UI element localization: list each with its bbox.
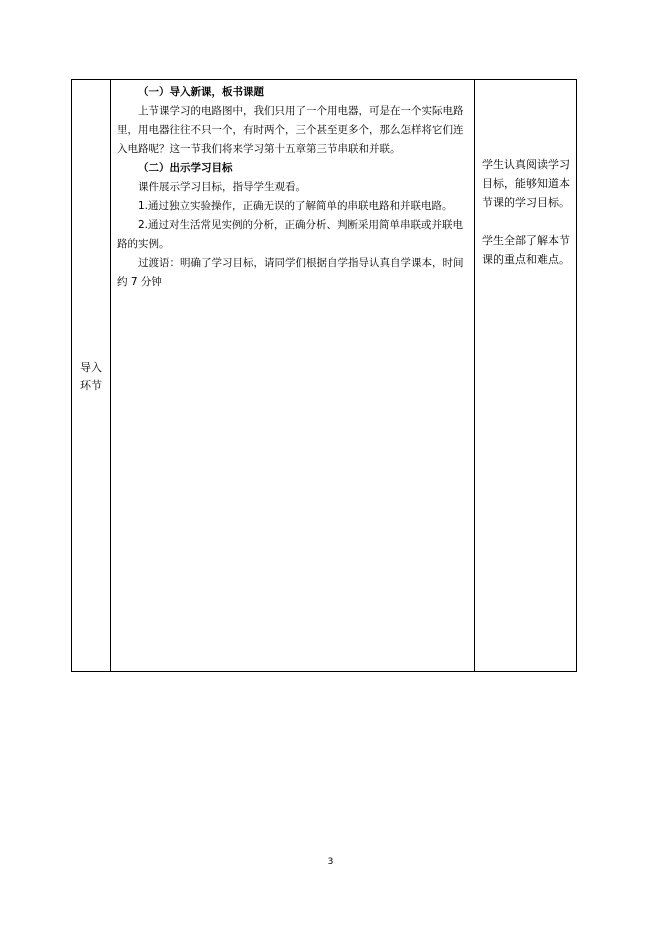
section-label-line: 环节: [80, 379, 102, 392]
transition-text: 过渡语：明确了学习目标，请同学们根据自学指导认真自学课本，时间约 7 分钟: [117, 257, 464, 288]
intro-paragraph: 上节课学习的电路图中，我们只用了一个用电器，可是在一个实际电路里，用电器往往不只一个，有时两个，三个甚至更多个，那么怎样将它们连入电路呢？这一节我们将来学习第十五章第三节串联和并联。: [117, 105, 464, 155]
student-note-2: 学生全部了解本节课的重点和难点。: [482, 234, 570, 266]
section-label: [72, 359, 110, 395]
teaching-content: [117, 83, 469, 292]
heading-learning-goals: （二）出示学习目标: [138, 162, 233, 174]
teaching-content-column: [111, 80, 475, 671]
lesson-table: [71, 79, 577, 672]
goals-intro-paragraph: 课件展示学习目标，指导学生观看。: [138, 181, 306, 193]
heading-introduce-lesson: （一）导入新课，板书课题: [138, 86, 264, 98]
section-column: [72, 80, 111, 671]
section-label-line: 导入: [80, 361, 102, 374]
learning-goal-2: 2.通过对生活常见实例的分析，正确分析、判断采用简单串联或并联电路的实例。: [117, 219, 464, 250]
student-notes: [482, 155, 572, 269]
student-note-1: 学生认真阅读学习目标，能够知道本节课的学习目标。: [482, 158, 570, 209]
learning-goal-1: 1.通过独立实验操作，正确无误的了解简单的串联电路和并联电路。: [138, 200, 453, 212]
page-number: 3: [327, 857, 334, 867]
student-activity-column: [475, 80, 576, 671]
